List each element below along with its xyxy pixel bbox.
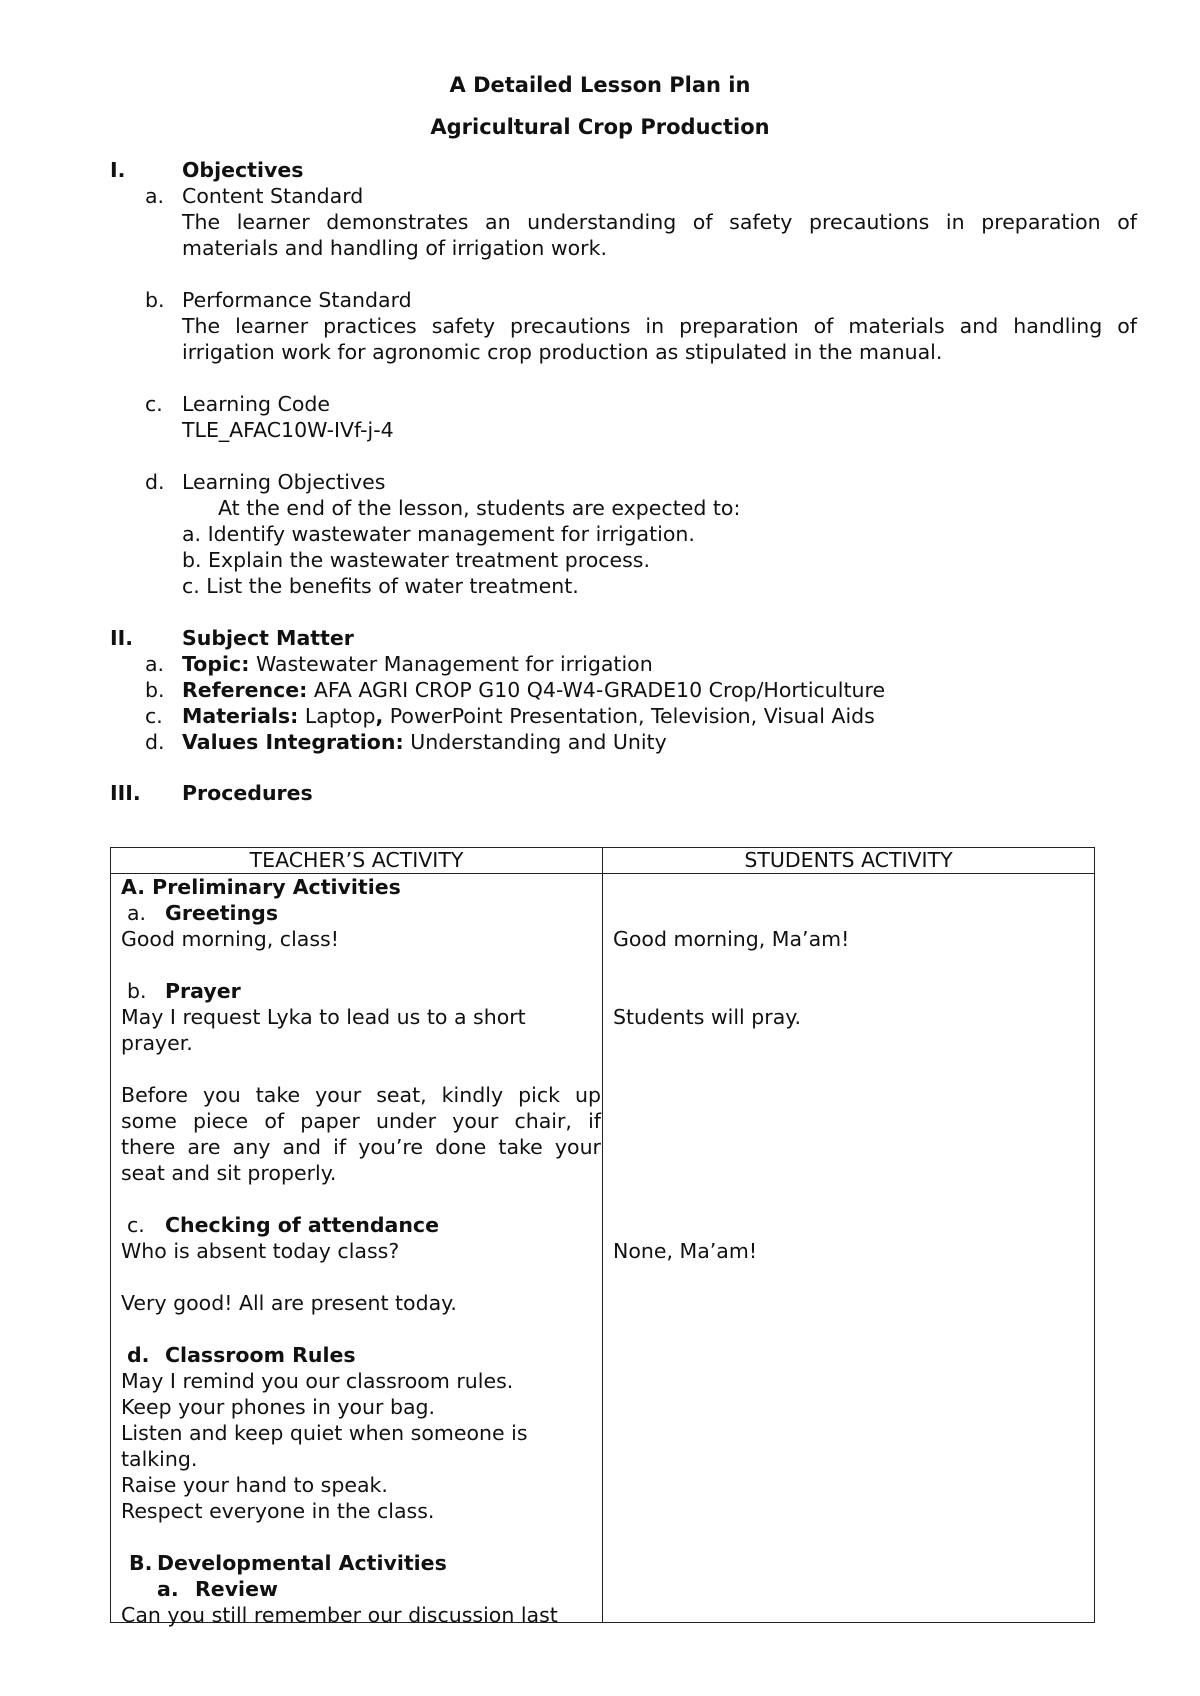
rules-line: Listen and keep quiet when someone is (121, 1421, 528, 1445)
topic-label: Topic: (182, 652, 250, 676)
section-heading-procedures: Procedures (182, 781, 313, 805)
greetings-marker: a. (127, 901, 147, 925)
list-marker: a. (145, 184, 165, 208)
procedures-table (110, 847, 1095, 1627)
col-students-activity: STUDENTS ACTIVITY (603, 848, 1095, 874)
attendance-followup: Very good! All are present today. (121, 1291, 457, 1315)
values-row (182, 729, 667, 755)
learning-objective-item: a. Identify wastewater management for irrigation. (182, 522, 695, 546)
prayer-marker: b. (127, 979, 147, 1003)
list-marker: c. (145, 704, 163, 728)
performance-standard-text: irrigation work for agronomic crop production as stipulated in the manual. (182, 340, 943, 364)
attendance-student: None, Ma’am! (613, 1239, 758, 1263)
table-row (111, 874, 1095, 1623)
teacher-activity-cell (111, 874, 603, 1627)
performance-standard-text: The learner practices safety precautions in preparation of materials and handling of (182, 314, 1137, 338)
topic-row (182, 651, 653, 677)
rules-marker: d. (127, 1343, 150, 1367)
topic-value: Wastewater Management for irrigation (255, 652, 653, 676)
developmental-heading: Developmental Activities (157, 1551, 447, 1575)
review-heading: Review (195, 1577, 278, 1601)
prayer-teacher: May I request Lyka to lead us to a short (121, 1005, 526, 1029)
rules-line: Respect everyone in the class. (121, 1499, 435, 1523)
learning-objective-item: b. Explain the wastewater treatment process. (182, 548, 650, 572)
preliminary-heading: A. Preliminary Activities (121, 875, 401, 899)
developmental-marker: B. (129, 1551, 153, 1575)
rules-heading: Classroom Rules (165, 1343, 356, 1367)
performance-standard-label: Performance Standard (182, 288, 412, 312)
attendance-heading: Checking of attendance (165, 1213, 439, 1237)
greetings-teacher: Good morning, class! (121, 927, 339, 951)
content-standard-text: The learner demonstrates an understanding of safety precautions in preparation of (182, 210, 1137, 234)
reference-value: AFA AGRI CROP G10 Q4-W4-GRADE10 Crop/Horticulture (313, 678, 886, 702)
seat-instruction: seat and sit properly. (121, 1161, 337, 1185)
review-marker: a. (157, 1577, 179, 1601)
section-numeral-objectives: I. (110, 158, 126, 182)
learning-objective-item: c. List the benefits of water treatment. (182, 574, 579, 598)
list-marker: d. (145, 730, 165, 754)
list-marker: a. (145, 652, 165, 676)
review-teacher: Can you still remember our discussion last (121, 1603, 558, 1627)
section-numeral-procedures: III. (110, 781, 141, 805)
materials-value-b: PowerPoint Presentation, Television, Visual Aids (389, 704, 875, 728)
learning-objectives-label: Learning Objectives (182, 470, 386, 494)
values-label: Values Integration: (182, 730, 404, 754)
rules-line: Keep your phones in your bag. (121, 1395, 436, 1419)
rules-line: Raise your hand to speak. (121, 1473, 388, 1497)
document-subtitle: Agricultural Crop Production (430, 115, 770, 139)
seat-instruction: Before you take your seat, kindly pick up (121, 1083, 601, 1107)
materials-value-a: Laptop (304, 704, 376, 728)
reference-label: Reference: (182, 678, 308, 702)
attendance-marker: c. (127, 1213, 145, 1237)
prayer-teacher: prayer. (121, 1031, 193, 1055)
rules-line: May I remind you our classroom rules. (121, 1369, 514, 1393)
list-marker: b. (145, 288, 165, 312)
materials-label: Materials: (182, 704, 299, 728)
learning-objectives-intro: At the end of the lesson, students are expected to: (218, 496, 741, 520)
list-marker: c. (145, 392, 163, 416)
document-title: A Detailed Lesson Plan in (449, 73, 751, 97)
content-standard-text: materials and handling of irrigation work. (182, 236, 607, 260)
students-activity-cell (603, 874, 1095, 1623)
reference-row (182, 677, 885, 703)
learning-code-value: TLE_AFAC10W-IVf-j-4 (182, 418, 394, 442)
table-header-row (111, 848, 1095, 874)
prayer-student: Students will pray. (613, 1005, 801, 1029)
section-heading-subject-matter: Subject Matter (182, 626, 354, 650)
section-heading-objectives: Objectives (182, 158, 304, 182)
rules-line: talking. (121, 1447, 198, 1471)
list-marker: d. (145, 470, 165, 494)
attendance-teacher: Who is absent today class? (121, 1239, 400, 1263)
greetings-heading: Greetings (165, 901, 279, 925)
list-marker: b. (145, 678, 165, 702)
learning-code-label: Learning Code (182, 392, 330, 416)
materials-comma: , (375, 704, 384, 728)
greetings-student: Good morning, Ma’am! (613, 927, 850, 951)
section-numeral-subject-matter: II. (110, 626, 134, 650)
materials-row (182, 703, 875, 729)
content-standard-label: Content Standard (182, 184, 364, 208)
seat-instruction: some piece of paper under your chair, if (121, 1109, 601, 1133)
values-value: Understanding and Unity (410, 730, 667, 754)
prayer-heading: Prayer (165, 979, 241, 1003)
seat-instruction: there are any and if you’re done take your (121, 1135, 601, 1159)
col-teacher-activity: TEACHER’S ACTIVITY (111, 848, 603, 874)
